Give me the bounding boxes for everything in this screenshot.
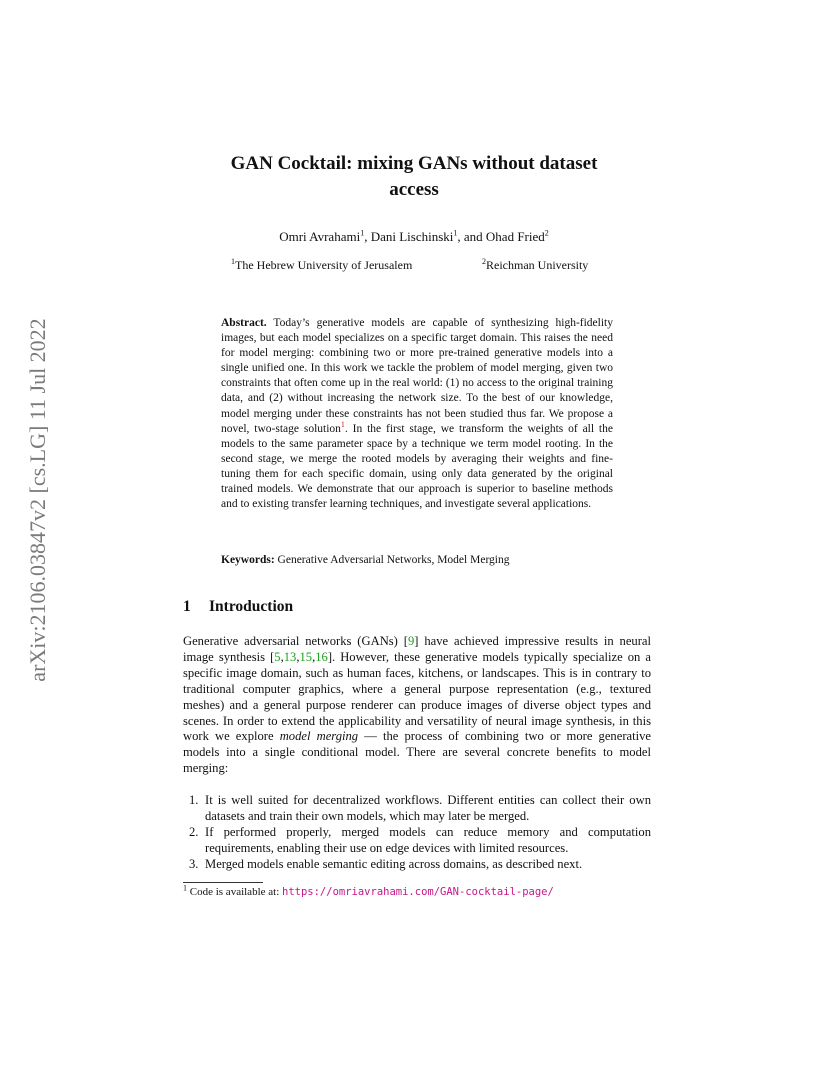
- list-item: [183, 857, 651, 873]
- intro-text: ]. However, these generative models typically specialize on a specific image domain, such as human faces, kitchens, or landscapes. This is in contrary to traditional computer graphics, where a general purpose representation (e.g., textured meshes) and a general purpose renderer can produce images of diverse object types and scenes. In order to extend the applicability and versatility of neural image synthesis, in this work we explore: [183, 649, 651, 744]
- author-affil-mark: 1: [453, 228, 458, 238]
- author-name: Ohad Fried: [485, 229, 545, 244]
- section-heading: [183, 598, 293, 616]
- list-item: [183, 825, 651, 857]
- affiliation-1: [231, 258, 412, 273]
- author-separator: ,: [364, 229, 371, 244]
- list-text: If performed properly, merged models can reduce memory and computation requirements, enabling their use on edge devices with limited resources.: [205, 824, 651, 855]
- affil-mark: 2: [482, 257, 486, 266]
- list-number: 1.: [189, 793, 199, 807]
- affil-name: Reichman University: [486, 258, 589, 272]
- keywords-label: Keywords:: [221, 554, 275, 566]
- affil-name: The Hebrew University of Jerusalem: [235, 258, 413, 272]
- arxiv-identifier-text: arXiv:2106.03847v2 [cs.LG] 11 Jul 2022: [25, 318, 50, 682]
- citation-link[interactable]: 15: [299, 649, 313, 664]
- author-name: Omri Avrahami: [279, 229, 361, 244]
- abstract-text-a: Today’s generative models are capable of synthesizing high-fidelity images, but each model specializes on a specific target domain. This raises the need for model merging: combining two or more pre-trained generative models into a single unified one. In this work we tackle the problem of model merging, given two constraints that often come up in the real world: (1) no access to the original training data, and (2) without increasing the network size. To the best of our knowledge, model merging under these constraints has not been studied thus far. We propose a novel, two-stage solution: [221, 317, 613, 435]
- author-separator: , and: [457, 229, 486, 244]
- author-affil-mark: 1: [360, 228, 365, 238]
- list-text: It is well suited for decentralized workflows. Different entities can collect their own datasets and train their own models, which may later be merged.: [205, 793, 651, 823]
- title-line-2: access: [389, 179, 439, 200]
- footnote: [183, 883, 554, 898]
- intro-text: — the process of combining two or more generative models into a single conditional model. There are several concrete benefits to model merging:: [183, 729, 651, 776]
- section-title: Introduction: [209, 598, 294, 615]
- abstract-label: Abstract.: [221, 317, 267, 329]
- benefits-list: [183, 793, 651, 873]
- list-text: Merged models enable semantic editing across domains, as described next.: [205, 856, 583, 871]
- citation-link[interactable]: 5: [274, 649, 281, 664]
- title-line-1: GAN Cocktail: mixing GANs without dataset: [230, 153, 598, 174]
- list-item: [183, 793, 651, 825]
- intro-paragraph: Generative adversarial networks (GANs) [9] have achieved impressive results in neural image synthesis [5,13,15,16]. However, these generative models typically specialize on a specific image domain, such as human faces, kitchens, or landscapes. This is in contrary to traditional computer graphics, where a general purpose representation (e.g., textured meshes) and a general purpose renderer can produce images of diverse object types and scenes. In order to extend the applicability and versatility of neural image synthesis, in this work we explore model merging — the process of combining two or more generative models into a single conditional model. There are several concrete benefits to model merging:: [183, 634, 652, 776]
- paper-title: [0, 151, 828, 203]
- citation-link[interactable]: 9: [407, 634, 415, 648]
- author-name: Dani Lischinski: [370, 229, 454, 244]
- footnote-ref[interactable]: 1: [340, 419, 345, 429]
- intro-text: Generative adversarial networks (GANs) [: [183, 634, 408, 648]
- citation-link[interactable]: 13: [283, 649, 297, 664]
- list-number: 3.: [189, 856, 199, 871]
- abstract: [221, 316, 613, 512]
- section-number: 1: [183, 598, 191, 615]
- citation-link[interactable]: 16: [315, 649, 328, 664]
- footnote-text: Code is available at:: [189, 886, 282, 898]
- footnote-url-link[interactable]: https://omriavrahami.com/GAN-cocktail-page/: [282, 886, 554, 898]
- footnote-divider: [183, 882, 263, 883]
- emphasis-term: model merging: [279, 729, 359, 744]
- list-number: 2.: [189, 824, 199, 839]
- footnote-mark: 1: [183, 883, 187, 893]
- intro-text: ] have achieved impressive results in neural image synthesis [: [183, 634, 652, 664]
- author-list: [0, 229, 828, 245]
- affil-mark: 1: [231, 257, 235, 266]
- abstract-text-b: . In the first stage, we transform the weights of all the models to the same parameter space by a technique we term model rooting. In the second stage, we merge the rooted models by averaging their weights and fine-tuning them for each specific domain, using only data generated by the original trained models. We demonstrate that our approach is superior to baseline methods and to existing transfer learning techniques, and investigate several applications.: [221, 422, 613, 511]
- affiliation-2: [482, 258, 588, 273]
- keywords: [221, 554, 613, 566]
- keywords-text: Generative Adversarial Networks, Model Merging: [277, 554, 510, 566]
- arxiv-identifier-stamp: [18, 300, 58, 700]
- author-affil-mark: 2: [544, 228, 549, 238]
